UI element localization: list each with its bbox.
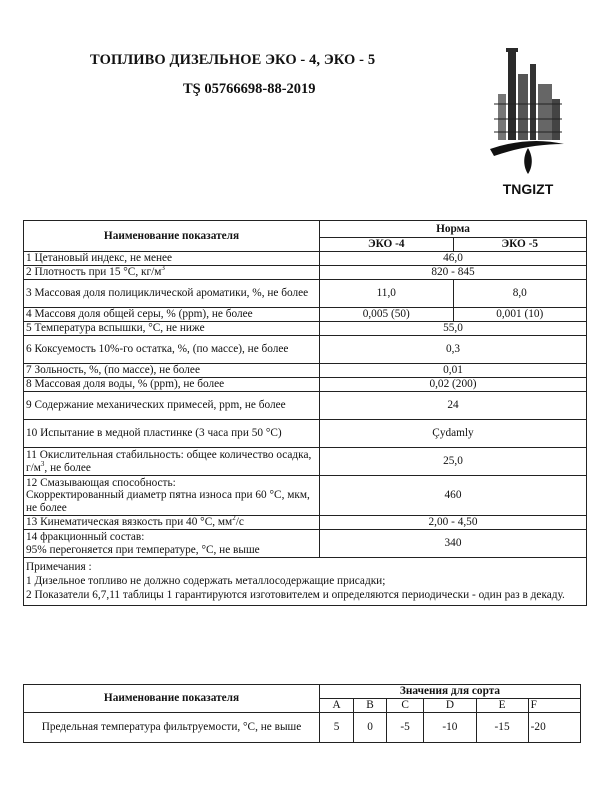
row-name: 4 Массовя доля общей серы, % (ppm), не более — [24, 308, 320, 322]
row-name: 2 Плотность при 15 °С, $кг/м^3$ — [24, 266, 320, 280]
table-row — [24, 516, 587, 530]
row-name: 13 Кинематическая вязкость при 40 °С, $мм^2/с$ — [24, 516, 320, 530]
notes-row — [24, 558, 587, 606]
table-row — [24, 252, 587, 266]
column-header-eko4: ЭКО -4 — [320, 238, 454, 252]
refinery-logo — [488, 44, 568, 204]
table-row — [24, 378, 587, 392]
row-name: 10 Испытание в медной пластинке (3 часа при 50 °С) — [24, 420, 320, 448]
grade-d: D — [424, 699, 476, 713]
row-value-eko5: 0,001 (10) — [453, 308, 587, 322]
row-name: 9 Содержание механических примесей, ppm, не более — [24, 392, 320, 420]
value-a: 5 — [320, 712, 354, 742]
column-header-norm: Норма — [320, 221, 587, 238]
table-row — [24, 420, 587, 448]
row-value: 460 — [320, 476, 587, 516]
column-header-grade-values: Значения для сорта — [320, 685, 581, 699]
row-value-eko5: 8,0 — [453, 280, 587, 308]
table-row — [24, 364, 587, 378]
row-value-eko4: 11,0 — [320, 280, 454, 308]
table-row — [24, 336, 587, 364]
row-name: 11 Окислительная стабильность: общее количество осадка, $г/м^3$, не более — [24, 448, 320, 476]
row-name: 8 Массовая доля воды, % (ppm), не более — [24, 378, 320, 392]
value-d: -10 — [424, 712, 476, 742]
value-c: -5 — [386, 712, 424, 742]
row-value: 0,02 (200) — [320, 378, 587, 392]
notes-title: Примечания : — [26, 561, 92, 573]
table-row — [24, 448, 587, 476]
row-name: 12 Смазывающая способность: Скорректированный диаметр пятна износа при 60 °С, мкм, не более — [24, 476, 320, 516]
table-row — [24, 322, 587, 336]
row-name: 1 Цетановый индекс, не менее — [24, 252, 320, 266]
document-title: ТОПЛИВО ДИЗЕЛЬНОЕ ЭКО - 4, ЭКО - 5 — [90, 52, 376, 68]
row-value: 820 - 845 — [320, 266, 587, 280]
row-value: 55,0 — [320, 322, 587, 336]
row-value: 2,00 - 4,50 — [320, 516, 587, 530]
note-1: 1 Дизельное топливо не должно содержать металлосодержащие присадки; — [26, 575, 386, 587]
notes — [24, 558, 587, 606]
grade-c: C — [386, 699, 424, 713]
value-f: -20 — [528, 712, 580, 742]
value-e: -15 — [476, 712, 528, 742]
table-row — [24, 530, 587, 558]
row-value: 46,0 — [320, 252, 587, 266]
row-name: 7 Зольность, %, (по массе), не более — [24, 364, 320, 378]
table-row — [24, 476, 587, 516]
row-value-eko4: 0,005 (50) — [320, 308, 454, 322]
row-value: 24 — [320, 392, 587, 420]
table-row — [24, 266, 587, 280]
filterability-table — [23, 684, 581, 743]
note-2: 2 Показатели 6,7,11 таблицы 1 гарантируются изготовителем и определяются периодически - один раз в декаду. — [26, 589, 565, 601]
table-row — [24, 392, 587, 420]
logo-text: TNGIZT — [502, 181, 554, 197]
specification-table — [23, 220, 587, 606]
document-code: TŞ 05766698-88-2019 — [183, 81, 316, 97]
grade-b: B — [354, 699, 387, 713]
column-header-name: Наименование показателя — [24, 221, 320, 252]
table-row — [24, 280, 587, 308]
grade-e: E — [476, 699, 528, 713]
row-name: Предельная температура фильтруемости, °С, не выше — [24, 712, 320, 742]
row-name: 3 Массовая доля полициклической ароматики, %, не более — [24, 280, 320, 308]
row-value: 25,0 — [320, 448, 587, 476]
row-value: Çydamly — [320, 420, 587, 448]
column-header-eko5: ЭКО -5 — [453, 238, 587, 252]
row-value: 0,01 — [320, 364, 587, 378]
row-name: 14 фракционный состав: 95% перегоняется при температуре, °С, не выше — [24, 530, 320, 558]
grade-a: A — [320, 699, 354, 713]
row-name: 5 Температура вспышки, °С, не ниже — [24, 322, 320, 336]
row-value: 340 — [320, 530, 587, 558]
value-b: 0 — [354, 712, 387, 742]
row-name: 6 Коксуемость 10%-го остатка, %, (по массе), не более — [24, 336, 320, 364]
row-value: 0,3 — [320, 336, 587, 364]
table-row — [24, 712, 581, 742]
table-row — [24, 308, 587, 322]
grade-f: F — [528, 699, 580, 713]
column-header-name: Наименование показателя — [24, 685, 320, 713]
